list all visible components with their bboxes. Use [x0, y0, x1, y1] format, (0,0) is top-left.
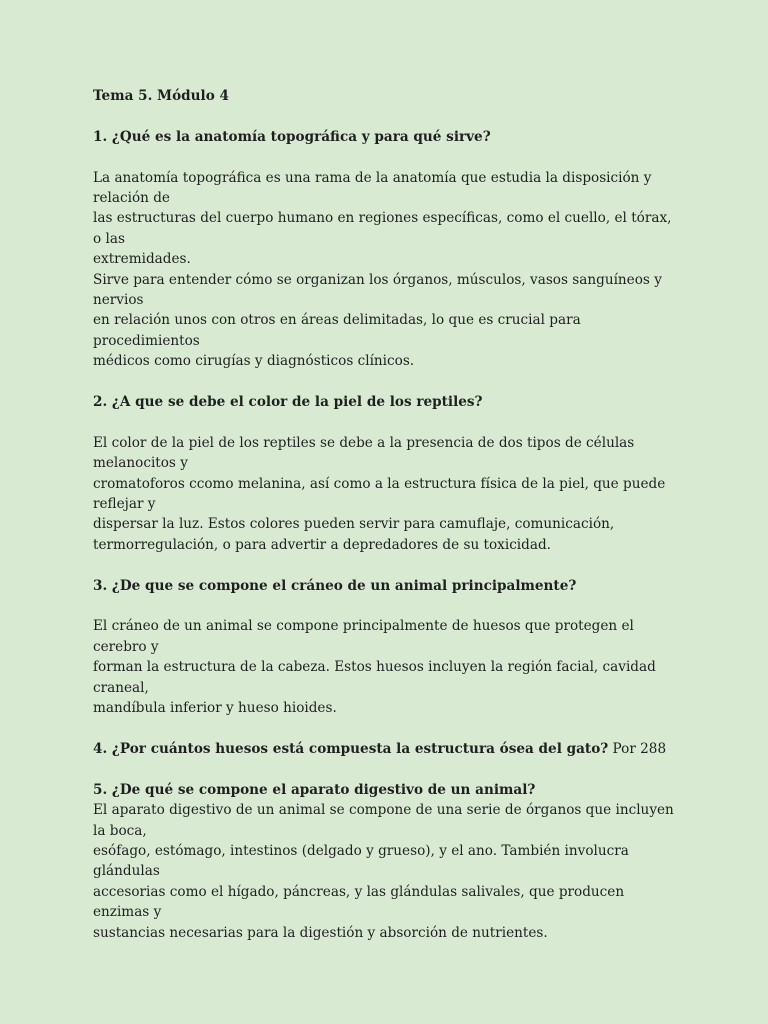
- answer-line: las estructuras del cuerpo humano en regiones específicas, como el cuello, el tórax, o las: [93, 210, 672, 247]
- answer-line: El cráneo de un animal se compone principalmente de huesos que protegen el cerebro y: [93, 618, 634, 655]
- answer-line: cromatoforos ccomo melanina, así como a la estructura física de la piel, que puede reflejar y: [93, 475, 666, 513]
- answer-line: forman la estructura de la cabeza. Estos huesos incluyen la región facial, cavidad craneal,: [93, 659, 656, 696]
- answer-line: sustancias necesarias para la digestión y absorción de nutrientes.: [93, 924, 548, 941]
- document-page: [93, 86, 683, 943]
- answer-5: [93, 800, 683, 943]
- question-4-row: [93, 739, 683, 759]
- answer-line: en relación unos con otros en áreas delimitadas, lo que es crucial para procedimientos: [93, 312, 581, 349]
- question-5: 5. ¿De qué se compone el aparato digestivo de un animal?: [93, 781, 536, 798]
- spacer: [93, 596, 683, 616]
- answer-2: [93, 433, 683, 555]
- question-1: 1. ¿Qué es la anatomía topográfica y para qué sirve?: [93, 128, 491, 145]
- answer-line: termorregulación, o para advertir a depredadores de su toxicidad.: [93, 536, 551, 553]
- answer-4: Por 288: [608, 740, 667, 757]
- answer-line: Sirve para entender cómo se organizan los órganos, músculos, vasos sanguíneos y nervios: [93, 271, 662, 309]
- spacer: [93, 372, 683, 392]
- answer-line: El aparato digestivo de un animal se compone de una serie de órganos que incluyen la boca,: [93, 802, 674, 839]
- spacer: [93, 412, 683, 432]
- spacer: [93, 147, 683, 167]
- question-3: 3. ¿De que se compone el cráneo de un animal principalmente?: [93, 577, 577, 594]
- answer-line: La anatomía topográfica es una rama de la anatomía que estudia la disposición y relación de: [93, 169, 652, 206]
- answer-3: [93, 616, 683, 718]
- answer-line: mandíbula inferior y hueso hioides.: [93, 700, 337, 717]
- answer-line: médicos como cirugías y diagnósticos clínicos.: [93, 353, 415, 370]
- answer-1: [93, 168, 683, 372]
- question-2: 2. ¿A que se debe el color de la piel de los reptiles?: [93, 394, 483, 411]
- document-title: Tema 5. Módulo 4: [93, 88, 229, 104]
- spacer: [93, 555, 683, 575]
- answer-line: El color de la piel de los reptiles se debe a la presencia de dos tipos de células melanocitos y: [93, 434, 635, 472]
- spacer: [93, 719, 683, 739]
- spacer: [93, 759, 683, 779]
- answer-line: dispersar la luz. Estos colores pueden servir para camuflaje, comunicación,: [93, 516, 615, 533]
- answer-line: extremidades.: [93, 251, 191, 268]
- answer-line: accesorias como el hígado, páncreas, y las glándulas salivales, que producen enzimas y: [93, 883, 625, 921]
- answer-line: esófago, estómago, intestinos (delgado y grueso), y el ano. También involucra glándulas: [93, 842, 629, 880]
- question-4: 4. ¿Por cuántos huesos está compuesta la estructura ósea del gato?: [93, 740, 609, 757]
